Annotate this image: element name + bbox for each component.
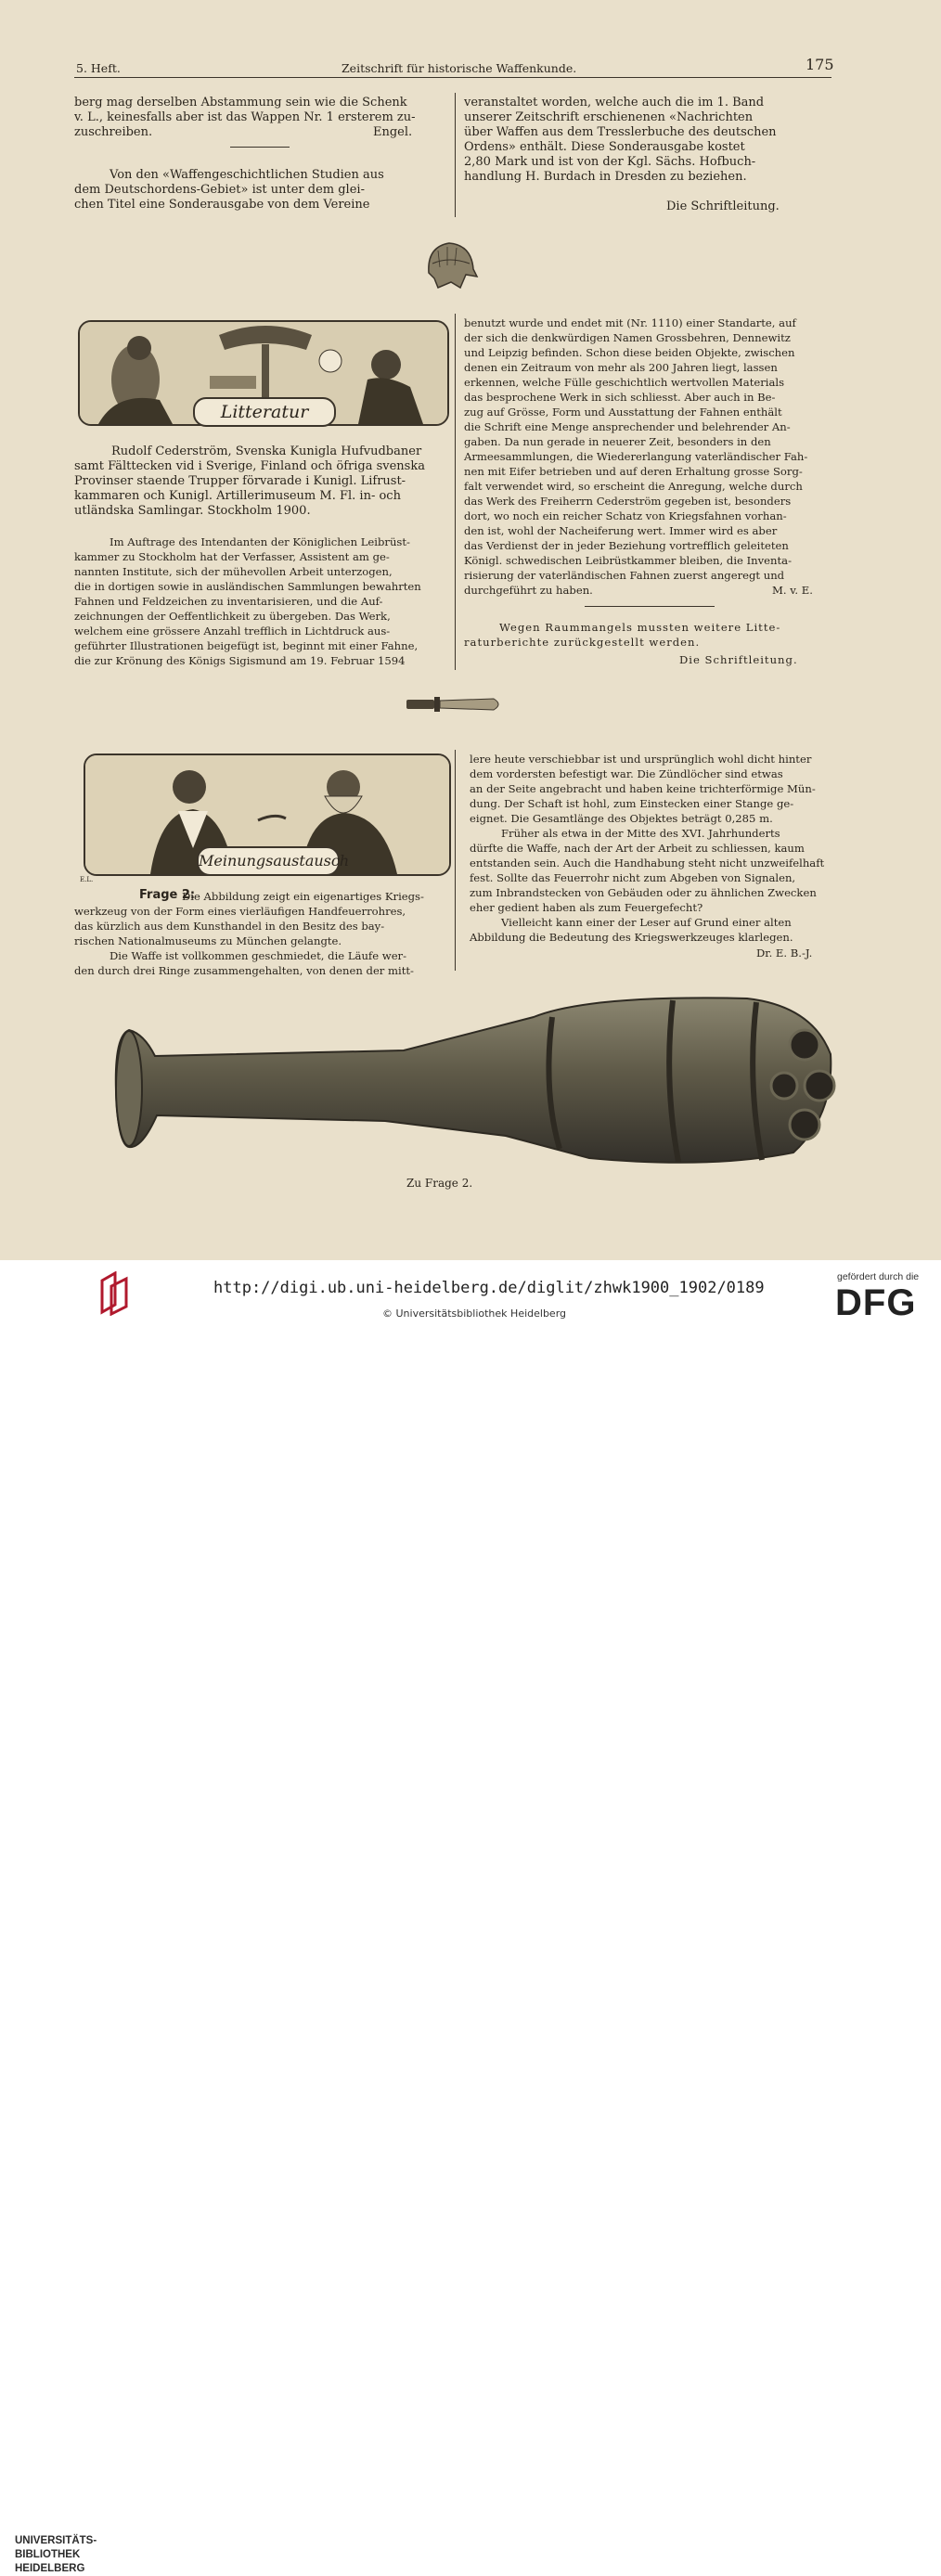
review-right-column bbox=[464, 316, 807, 598]
text-line: die in dortigen sowie in ausländischen Sammlungen bewahrten bbox=[74, 580, 421, 593]
text-line: Abbildung die Bedeutung des Kriegswerkzeuges klarlegen. bbox=[470, 931, 793, 944]
short-divider bbox=[230, 147, 290, 148]
text-line: dem vordersten befestigt war. Die Zündlöcher sind etwas bbox=[470, 767, 783, 780]
four-barrel-weapon-photo bbox=[107, 989, 849, 1166]
top-left-column bbox=[74, 96, 416, 140]
library-name bbox=[15, 2534, 97, 2576]
text-line: chen Titel eine Sonderausgabe von dem Vereine bbox=[74, 198, 370, 212]
text-line: handlung H. Burdach in Dresden zu beziehen. bbox=[464, 170, 747, 184]
text-line: entstanden sein. Auch die Handhabung steht nicht unzweifelhaft bbox=[470, 857, 825, 869]
space-note bbox=[464, 620, 780, 650]
text-line: das Werk des Freiherrn Cederström gegeben ist, besonders bbox=[464, 495, 792, 508]
text-line: über Waffen aus dem Tresslerbuche des deutschen bbox=[464, 125, 777, 139]
text-line: Vielleicht kann einer der Leser auf Grund einer alten bbox=[501, 916, 792, 929]
text-line: kammaren och Kunigl. Artillerimuseum M. Fl. in- och bbox=[74, 489, 401, 503]
funded-by-text: gefördert durch die bbox=[837, 1271, 920, 1282]
question-right-column bbox=[470, 752, 824, 945]
text-line: dürfte die Waffe, nach der Art der Arbeit zu schliessen, kaum bbox=[470, 842, 805, 855]
text-line: welchem eine grössere Anzahl trefflich in Lichtdruck aus- bbox=[74, 625, 391, 638]
text-line: dort, wo noch ein reicher Schatz von Kriegsfahnen vorhan- bbox=[464, 509, 787, 522]
text-line: die Schrift eine Menge ansprechender und belehrender An- bbox=[464, 420, 791, 433]
text-line: und Leipzig befinden. Schon diese beiden Objekte, zwischen bbox=[464, 346, 795, 359]
text-line: unserer Zeitschrift erschienenen «Nachrichten bbox=[464, 110, 754, 124]
text-line: an der Seite angebracht und haben keine trichterförmige Mün- bbox=[470, 782, 816, 795]
text-line: zuschreiben. bbox=[74, 125, 153, 139]
header-issue: 5. Heft. bbox=[76, 61, 121, 75]
litteratur-label: Litteratur bbox=[193, 397, 336, 427]
column-divider bbox=[455, 314, 456, 670]
library-line: UNIVERSITÄTS- bbox=[15, 2535, 97, 2546]
text-line: falt verwendet wird, so erscheint die Anregung, welche durch bbox=[464, 480, 803, 493]
text-line: die zur Krönung des Königs Sigismund am 19. Februar 1594 bbox=[74, 654, 406, 667]
book-title bbox=[74, 444, 425, 519]
column-divider bbox=[455, 93, 456, 217]
helmet-vignette bbox=[419, 236, 481, 293]
library-logo-icon bbox=[98, 1271, 130, 1316]
text-line: Armeesammlungen, die Wiedererlangung vaterländischer Fah- bbox=[464, 450, 808, 463]
text-line: zug auf Grösse, Form und Ausstattung der Fahnen enthält bbox=[464, 406, 782, 419]
text-line: berg mag derselben Abstammung sein wie die Schenk bbox=[74, 96, 407, 109]
text-line: dem Deutschordens-Gebiet» ist unter dem glei- bbox=[74, 183, 365, 197]
text-line: Königl. schwedischen Leibrüstkammer bleiben, die Inventa- bbox=[464, 554, 792, 567]
text-line: denen ein Zeitraum von mehr als 200 Jahren liegt, lassen bbox=[464, 361, 778, 374]
review-left-column bbox=[74, 535, 421, 668]
text-line: 2,80 Mark und ist von der Kgl. Sächs. Hofbuch- bbox=[464, 155, 756, 169]
permalink-url[interactable]: http://digi.ub.uni-heidelberg.de/diglit/zhwk1900_1902/0189 bbox=[213, 1279, 765, 1297]
dagger-vignette bbox=[405, 694, 507, 715]
header-journal-title: Zeitschrift für historische Waffenkunde. bbox=[342, 61, 577, 75]
text-line: den ist, wohl der Nacheiferung wert. Immer wird es aber bbox=[464, 524, 778, 537]
column-divider bbox=[455, 750, 456, 971]
question-label: Frage 2: bbox=[139, 888, 196, 902]
library-line: BIBLIOTHEK bbox=[15, 2549, 81, 2560]
text-line: lere heute verschiebbar ist und ursprünglich wohl dicht hinter bbox=[470, 753, 812, 766]
text-line: Früher als etwa in der Mitte des XVI. Jahrhunderts bbox=[501, 827, 780, 840]
text-line: benutzt wurde und endet mit (Nr. 1110) einer Standarte, auf bbox=[464, 316, 796, 329]
text-line: der sich die denkwürdigen Namen Grossbehren, Dennewitz bbox=[464, 331, 791, 344]
text-line: zum Inbrandstecken von Gebäuden oder zu ähnlichen Zwecken bbox=[470, 886, 817, 899]
text-line: kammer zu Stockholm hat der Verfasser, Assistent am ge- bbox=[74, 550, 390, 563]
text-line: Wegen Raummangels mussten weitere Litte- bbox=[499, 621, 781, 634]
text-line: Fahnen und Feldzeichen zu inventarisieren, und die Auf- bbox=[74, 595, 383, 608]
text-line: Rudolf Cederström, Svenska Kunigla Hufvudbaner bbox=[111, 444, 422, 458]
text-line: Im Auftrage des Intendanten der Königlichen Leibrüst- bbox=[110, 535, 410, 548]
text-line: Ordens» enthält. Diese Sonderausgabe kostet bbox=[464, 140, 745, 154]
text-line: gaben. Da nun gerade in neuerer Zeit, besonders in den bbox=[464, 435, 771, 448]
text-line: Die Waffe ist vollkommen geschmiedet, die Läufe wer- bbox=[110, 949, 407, 962]
text-line: utländska Samlingar. Stockholm 1900. bbox=[74, 504, 311, 518]
text-line: eignet. Die Gesamtlänge des Objektes beträgt 0,285 m. bbox=[470, 812, 773, 825]
text-line: Von den «Waffengeschichtlichen Studien aus bbox=[110, 168, 384, 182]
text-line: eher gedient haben als zum Feuergefecht? bbox=[470, 901, 703, 914]
signature-mve: M. v. E. bbox=[772, 584, 813, 597]
short-divider bbox=[585, 606, 715, 607]
text-line: das kürzlich aus dem Kunsthandel in den Besitz des bay- bbox=[74, 920, 385, 933]
signature-ebj: Dr. E. B.-J. bbox=[756, 947, 813, 960]
top-right-column bbox=[464, 96, 777, 185]
text-line: raturberichte zurückgestellt werden. bbox=[464, 636, 701, 649]
dfg-logo: DFG bbox=[835, 1282, 917, 1323]
text-line: durchgeführt zu haben. bbox=[464, 584, 593, 597]
text-line: Provinser staende Trupper förvarade i Kunigl. Lifrust- bbox=[74, 474, 406, 488]
text-line: v. L., keinesfalls aber ist das Wappen Nr. 1 ersterem zu- bbox=[74, 110, 416, 124]
text-line: fest. Sollte das Feuerrohr nicht zum Abgeben von Signalen, bbox=[470, 871, 796, 884]
scanned-page bbox=[0, 0, 941, 1260]
figure-caption: Zu Frage 2. bbox=[406, 1177, 473, 1190]
text-line: zeichnungen der Oeffentlichkeit zu übergeben. Das Werk, bbox=[74, 610, 391, 623]
header-rule bbox=[74, 77, 831, 78]
text-line: geführter Illustrationen beigefügt ist, beginnt mit einer Fahne, bbox=[74, 639, 419, 652]
text-line: veranstaltet worden, welche auch die im 1. Band bbox=[464, 96, 765, 109]
artist-mark: E.L. bbox=[80, 876, 94, 883]
text-line: werkzeug von der Form eines vierläufigen Handfeuerrohres, bbox=[74, 905, 406, 918]
top-left-paragraph bbox=[74, 168, 384, 213]
text-line: nannten Institute, sich der mühevollen Arbeit unterzogen, bbox=[74, 565, 393, 578]
copyright-text: © Universitätsbibliothek Heidelberg bbox=[382, 1307, 567, 1320]
text-line: nen mit Eifer betrieben und auf deren Erhaltung grosse Sorg- bbox=[464, 465, 803, 478]
text-line: samt Fälttecken vid i Sverige, Finland och öfriga svenska bbox=[74, 459, 425, 473]
question-left-column bbox=[74, 904, 414, 978]
text-line: rischen Nationalmuseums zu München gelangte. bbox=[74, 934, 342, 947]
page-number: 175 bbox=[806, 56, 834, 73]
text-line: erkennen, welche Fülle geschichtlich wertvollen Materials bbox=[464, 376, 785, 389]
library-line: HEIDELBERG bbox=[15, 2563, 85, 2574]
text-line: risierung der vaterländischen Fahnen zuerst angeregt und bbox=[464, 569, 785, 582]
signature-engel: Engel. bbox=[373, 125, 413, 139]
text-line: Die Abbildung zeigt ein eigenartiges Kriegs- bbox=[182, 890, 424, 903]
meinung-label: Meinungsaustausch bbox=[197, 846, 340, 876]
text-line: das besprochene Werk in sich schliesst. Aber auch in Be- bbox=[464, 391, 776, 404]
text-line: dung. Der Schaft ist hohl, zum Einstecken einer Stange ge- bbox=[470, 797, 794, 810]
text-line: den durch drei Ringe zusammengehalten, von denen der mitt- bbox=[74, 964, 414, 977]
signature-schriftleitung: Die Schriftleitung. bbox=[666, 200, 780, 213]
signature-schriftleitung-2: Die Schriftleitung. bbox=[679, 653, 798, 666]
text-line: das Verdienst der in jeder Beziehung vortrefflich geleiteten bbox=[464, 539, 789, 552]
